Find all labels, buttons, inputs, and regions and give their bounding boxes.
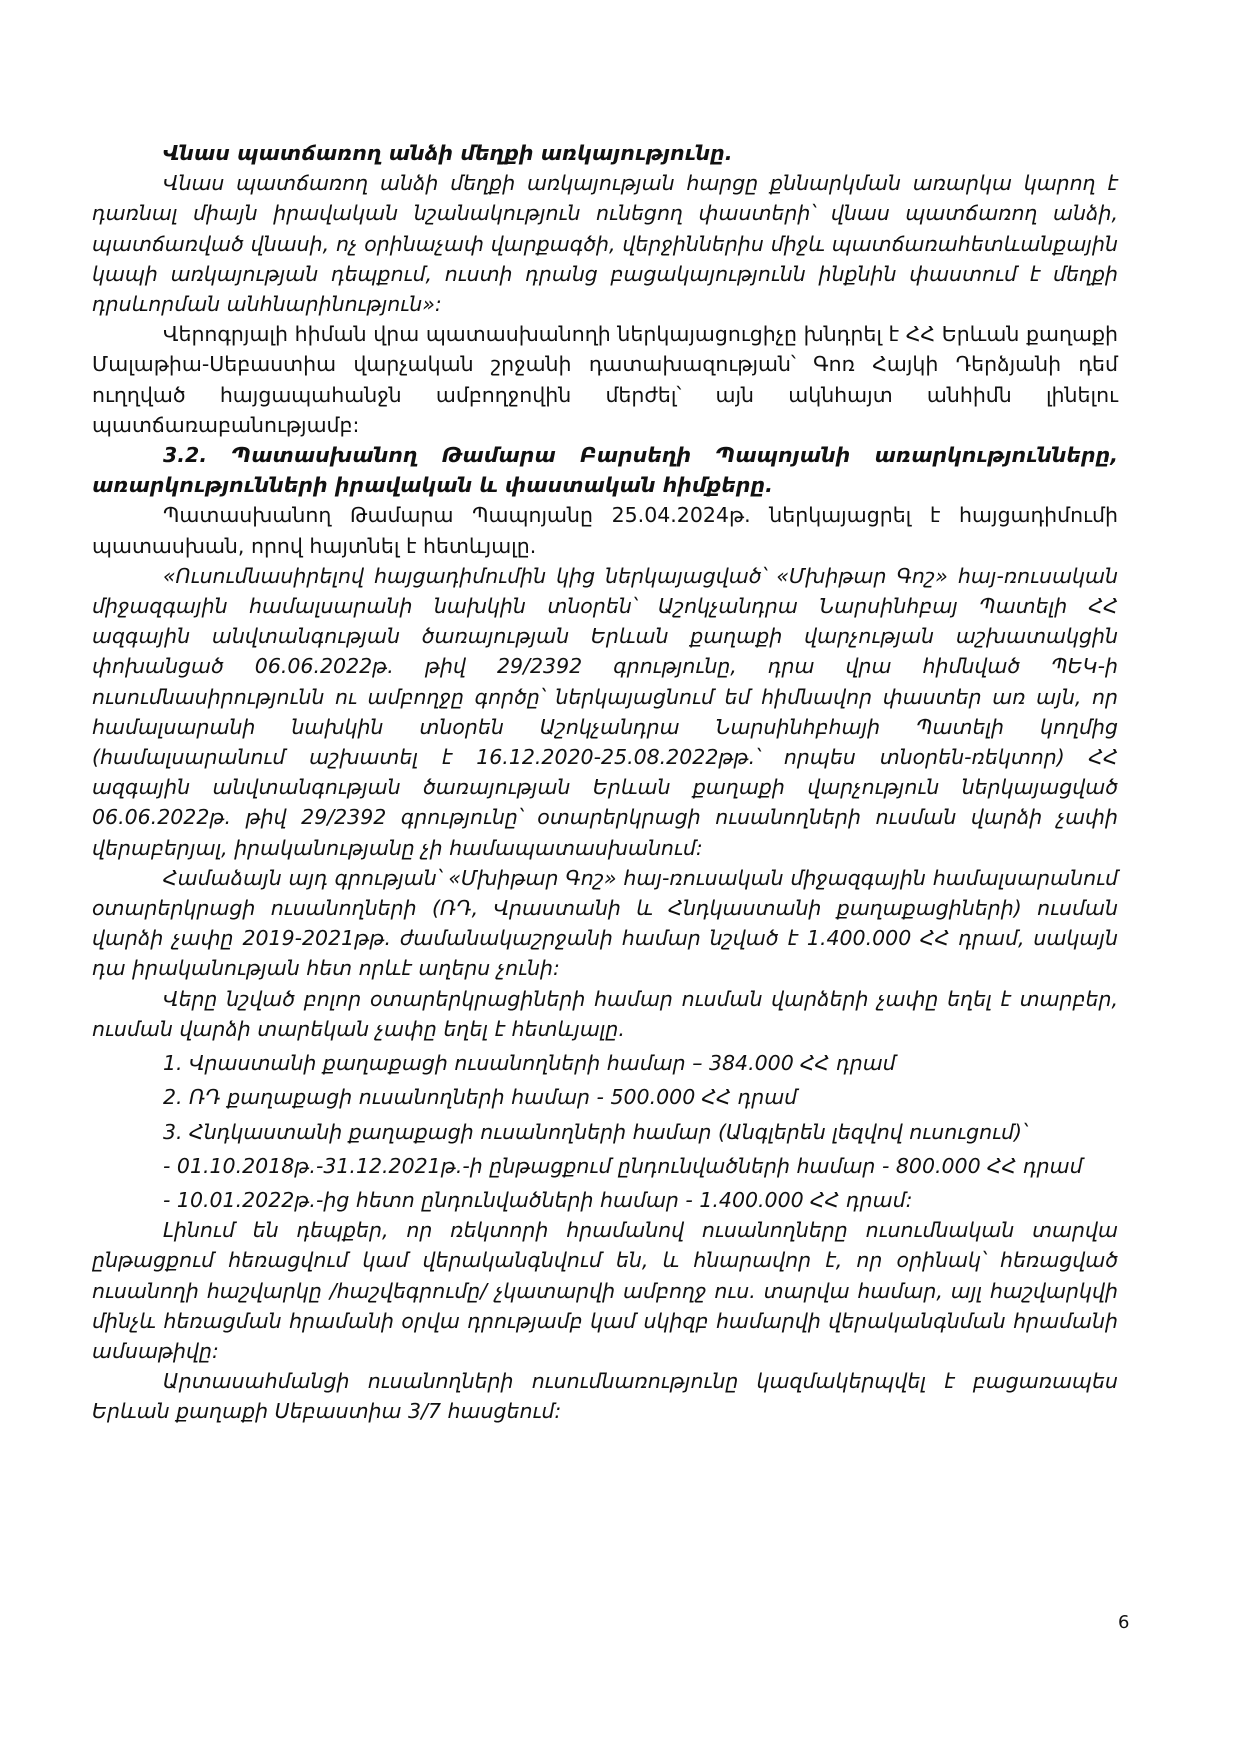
fee-sub-item: - 01.10.2018թ.-31.12.2021թ.-ի ընթացքում ընդունվածների համար - 800.000 ՀՀ դրամ (163, 1153, 1083, 1178)
paragraph-response: Պատասխանող Թամարա Պապոյանը 25.04.2024թ. ներկայացրել է հայցադիմումի պատասխան, որով հայտնել է հետևյալը. (92, 503, 1118, 558)
paragraph-request: Վերոգրյալի հիման վրա պատասխանողի ներկայացուցիչը խնդրել է ՀՀ Երևան քաղաքի Մալաթիա-Սեբաստիա վարչական շրջանի դատախազության՝ Գոռ Հայկի Դերձյանի դեմ ուղղված հայցապահանջն ամբողջովին մերժել՝ այն ակնհայտ անհիմն լինելու պատճառաբանությամբ: (92, 322, 1118, 437)
fee-list (92, 1048, 1118, 1215)
fee-sub-item: - 10.01.2022թ.-ից հետո ընդունվածների համար - 1.400.000 ՀՀ դրամ: (163, 1187, 913, 1212)
page-number: 6 (1118, 1612, 1130, 1633)
paragraph-fault: Վնաս պատճառող անձի մեղքի առկայության հարցը քննարկման առարկա կարող է դառնալ միայն իրավական նշանակություն ունեցող փաստերի՝ վնաս պատճառող անձի, պատճառված վնասի, ոչ օրինաչափ վարքագծի, վերջիններիս միջև պատճառահետևանքային կապի առկայության դեպքում, ուստի դրանց բացակայությունն ինքնին փաստում է մեղքի դրսևորման անհնարինություն»: (92, 171, 1118, 317)
section-heading: 3.2. Պատասխանող Թամարա Բարսեղի Պապոյանի առարկությունները, առարկությունների իրավական և փաստական հիմքերը. (92, 443, 1118, 498)
paragraph-quote: «Ուսումնասիրելով հայցադիմումին կից ներկայացված՝ «Մխիթար Գոշ» հայ-ռուսական միջազգային համալսարանի նախկին տնօրեն՝ Աշոկչանդրա Նարսինհբայ Պատելի ՀՀ ազգային անվտանգության ծառայության Երևան քաղաքի վարչության աշխատակցին փոխանցած 06.06.2022թ. թիվ 29/2392 գրությունը, դրա վրա հիմնված ՊԵԿ-ի ուսումնասիրությունն ու ամբողջը գործը՝ ներկայացնում եմ հիմնավոր փաստեր առ այն, որ համալսարանի նախկին տնօրեն Աշոկչանդրա Նարսինհբհայի Պատելի կողմից (համալսարանում աշխատել է 16.12.2020-25.08.2022թթ.՝ որպես տնօրեն-ռեկտոր) ՀՀ ազգային անվտանգության ծառայության Երևան քաղաքի վարչություն ներկայացված 06.06.2022թ. թիվ 29/2392 գրությունը՝ օտարերկրացի ուսանողների ուսման վարձի չափի վերաբերյալ, իրականությանը չի համապատասխանում: (92, 563, 1118, 860)
fee-list-item: 2. ՌԴ քաղաքացի ուսանողների համար - 500.000 ՀՀ դրամ (163, 1085, 798, 1110)
paragraph-above: Վերը նշված բոլոր օտարերկրացիների համար ուսման վարձերի չափը եղել է տարբեր, ուսման վարձի տարեկան չափը եղել է հետևյալը. (92, 986, 1118, 1041)
fee-list-item: 3. Հնդկաստանի քաղաքացի ուսանողների համար (Անգլերեն լեզվով ուսուցում)՝ (163, 1119, 1027, 1144)
paragraph-according: Համաձայն այդ գրության՝ «Մխիթար Գոշ» հայ-ռուսական միջազգային համալսարանում օտարերկրացի ուսանողների (ՌԴ, Վրաստանի և Հնդկաստանի քաղաքացիների) ուսման վարձի չափը 2019-2021թթ. ժամանակաշրջանի համար նշված է 1.400.000 ՀՀ դրամ, սակայն դա իրականության հետ որևէ աղերս չունի: (92, 865, 1118, 981)
heading-fault: Վնաս պատճառող անձի մեղքի առկայությունը. (163, 141, 733, 165)
document-page (92, 138, 1118, 1427)
fee-list-item: 1. Վրաստանի քաղաքացի ուսանողների համար – 384.000 ՀՀ դրամ (163, 1051, 896, 1076)
paragraph-cases: Լինում են դեպքեր, որ ռեկտորի հրամանով ուսանողները ուսումնական տարվա ընթացքում հեռացվում կամ վերականգնվում են, և հնարավոր է, որ օրինակ՝ հեռացված ուսանողի հաշվարկը /հաշվեգրումը/ չկատարվի ամբողջ ուս. տարվա համար, այլ հաշվարկվի մինչև հեռացման հրամանի օրվա դրությամբ կամ սկիզբ համարվի վերականգնման հրամանի ամսաթիվը: (92, 1218, 1118, 1363)
paragraph-abroad: Արտասահմանցի ուսանողների ուսումնառությունը կազմակերպվել է բացառապես Երևան քաղաքի Սեբաստիա 3/7 հասցեում: (92, 1369, 1118, 1424)
